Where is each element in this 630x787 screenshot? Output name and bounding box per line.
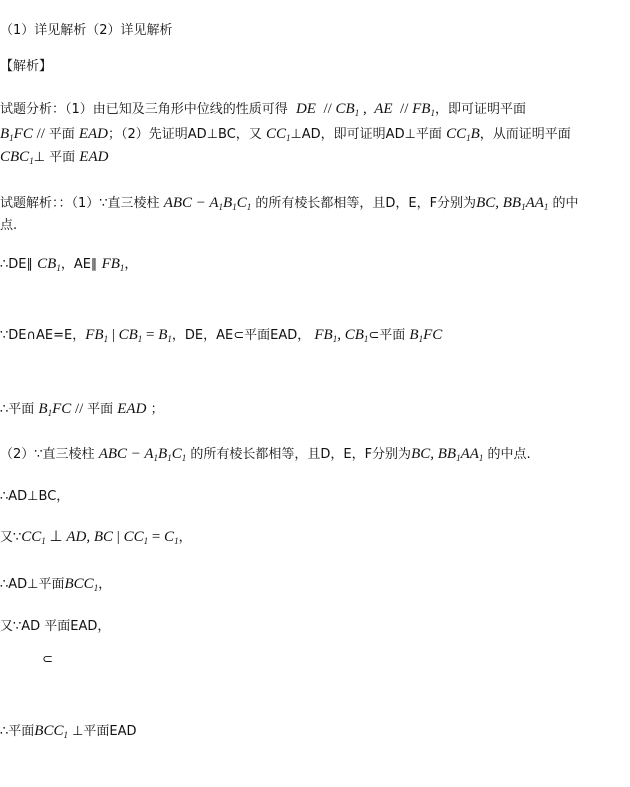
cap-text: ∵DE∩AE=E， (0, 328, 86, 343)
solution-line-ad (0, 486, 630, 508)
you-text: 又∵ (0, 530, 22, 545)
final-text: ∴平面 (0, 724, 35, 739)
analysis-line-3: $CBC_1\perp$ 平面 EAD (0, 149, 109, 166)
solution-line-1b (0, 215, 630, 237)
answer-line (0, 20, 630, 42)
analysis-text-6: ，从而证明平面 (479, 127, 571, 142)
ad-perp-text: ∴AD⊥BC， (0, 489, 70, 504)
solution-line-you3 (0, 616, 630, 638)
solution-label: 试题解析：：（1）∵直三棱柱 (0, 196, 160, 211)
plane-text-2: 平面 (87, 402, 114, 417)
adperp-text-2: ， (98, 577, 112, 592)
de-parallel-text: ∴DE∥ (0, 257, 33, 272)
plane-text-1: ∴平面 (0, 402, 35, 417)
you-text-2: ， (178, 530, 192, 545)
solution-line-you: 又$\because CC_1$ ⊥ AD, BC | $CC_1 = C_1$， (0, 529, 192, 546)
solution-line-cap: ∵DE∩AE=E，$FB_1$ | $CB_1 = B_1$，DE，AE⊂平面EAD， $FB_1$, $CB_1\subset$平面 $B_1FC$ (0, 327, 443, 344)
solution-line-de: ∴DE∥ $CB_1$，AE∥ $FB_1$， (0, 256, 138, 273)
plane-text-3: ； (150, 402, 164, 417)
section-title (0, 56, 630, 78)
you3-text: 又∵AD 平面EAD， (0, 619, 111, 634)
analysis-text-5: ⊥AD，即可证明AD⊥平面 (290, 127, 442, 142)
subset-symbol-line (42, 649, 630, 671)
comma: ， (124, 257, 138, 272)
adperp-text: ∴AD⊥平面 (0, 577, 65, 592)
solution-line-1: 试题解析：：（1）∵直三棱柱 ABC − $A_1B_1C_1$ 的所有棱长都相等，且D，E，F分别为BC, $BB_1AA_1$ 的中 (0, 195, 579, 212)
solution-text-2: 的中 (552, 196, 579, 211)
analysis-label: 试题分析： (0, 102, 66, 117)
analysis-text-1: （1）由已知及三角形中位线的性质可得 (65, 102, 288, 117)
analysis-text-2: ，即可证明平面 (434, 102, 526, 117)
analysis-line-2: $B_1FC$ // 平面 EAD；（2）先证明AD⊥BC，又 $CC_1\perp AD$，即可证明AD⊥平面 $CC_1B$，从而证明平面 (0, 126, 571, 143)
answer-text: （1）详见解析（2）详见解析 (0, 23, 173, 38)
analysis-text-7: ⊥ 平面 (33, 150, 76, 165)
final-text-2: ⊥平面EAD (72, 724, 137, 739)
ae-parallel-text: ，AE∥ (60, 257, 98, 272)
solution-text-1: 的所有棱长都相等，且D，E，F分别为 (255, 196, 477, 211)
solution-line-adperp: ∴AD⊥平面$BCC_1$， (0, 576, 112, 593)
analysis-text-3: 平面 (48, 127, 75, 142)
cap-text-3: ⊂平面 (368, 328, 406, 343)
part2-text-1: （2）∵直三棱柱 (0, 447, 95, 462)
solution-line-part2: （2）∵直三棱柱 ABC − $A_1B_1C_1$ 的所有棱长都相等，且D，E，F分别为BC, $BB_1AA_1$ 的中点. (0, 446, 531, 463)
analysis-line-1: 试题分析：（1）由已知及三角形中位线的性质可得 DE // $CB_1$ , AE // $FB_1$，即可证明平面 (0, 101, 526, 118)
solution-text-3: 点. (0, 218, 18, 233)
part2-text-3: 的中点. (487, 447, 531, 462)
part2-text-2: 的所有棱长都相等，且D，E，F分别为 (190, 447, 412, 462)
solution-line-plane1: ∴平面 $B_1FC$ // 平面 EAD ； (0, 401, 164, 418)
section-title-text: 【解析】 (0, 59, 53, 74)
cap-text-2: ，DE，AE⊂平面EAD， (171, 328, 311, 343)
analysis-text-4: ；（2）先证明AD⊥BC，又 (108, 127, 262, 142)
subset-symbol: ⊂ (42, 652, 53, 667)
solution-line-final: ∴平面$BCC_1$ ⊥平面EAD (0, 723, 137, 740)
